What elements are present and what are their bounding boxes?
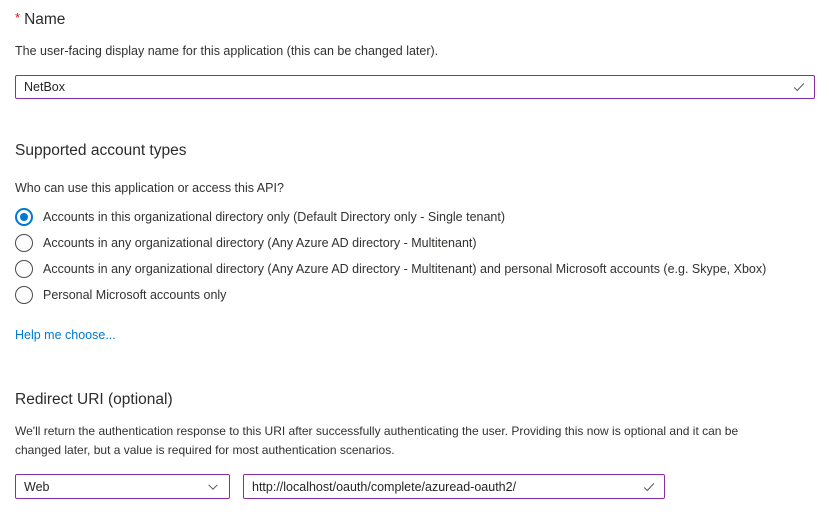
account-type-option-label: Accounts in this organizational directory only (Default Directory only - Single tenant) [43, 210, 506, 224]
name-input-wrap [15, 75, 815, 99]
redirect-uri-description-line1: We'll return the authentication response to this URI after successfully authenticating the user. Providing this now is optional and it can be [15, 424, 739, 438]
account-types-question: Who can use this application or access this API? [15, 181, 284, 195]
account-type-option-personal-only[interactable] [15, 282, 226, 308]
account-type-option-label: Accounts in any organizational directory (Any Azure AD directory - Multitenant) [43, 236, 477, 250]
name-section-title [15, 10, 65, 29]
radio-button[interactable] [15, 208, 33, 226]
help-me-choose-link[interactable]: Help me choose... [15, 328, 116, 342]
account-types-title: Supported account types [15, 142, 187, 159]
platform-select[interactable] [15, 474, 230, 499]
account-type-option-single-tenant[interactable] [15, 204, 505, 230]
radio-button[interactable] [15, 260, 33, 278]
chevron-down-icon [206, 480, 220, 494]
account-type-option-multitenant[interactable] [15, 230, 477, 256]
name-description: The user-facing display name for this application (this can be changed later). [15, 44, 439, 58]
redirect-uri-input[interactable] [243, 474, 665, 499]
name-input[interactable] [15, 75, 815, 99]
account-type-option-label: Accounts in any organizational directory (Any Azure AD directory - Multitenant) and personal Microsoft accounts (e.g. Skype, Xbox) [43, 262, 767, 276]
required-asterisk: * [15, 10, 21, 25]
radio-button[interactable] [15, 234, 33, 252]
account-type-option-label: Personal Microsoft accounts only [43, 288, 227, 302]
radio-button[interactable] [15, 286, 33, 304]
redirect-uri-title: Redirect URI (optional) [15, 391, 173, 408]
redirect-uri-description-line2: changed later, but a value is required for most authentication scenarios. [15, 443, 395, 457]
redirect-uri-input-wrap [243, 474, 665, 499]
account-type-option-multitenant-personal[interactable] [15, 256, 766, 282]
name-title-text: Name [24, 11, 66, 28]
platform-select-value: Web [24, 479, 50, 494]
